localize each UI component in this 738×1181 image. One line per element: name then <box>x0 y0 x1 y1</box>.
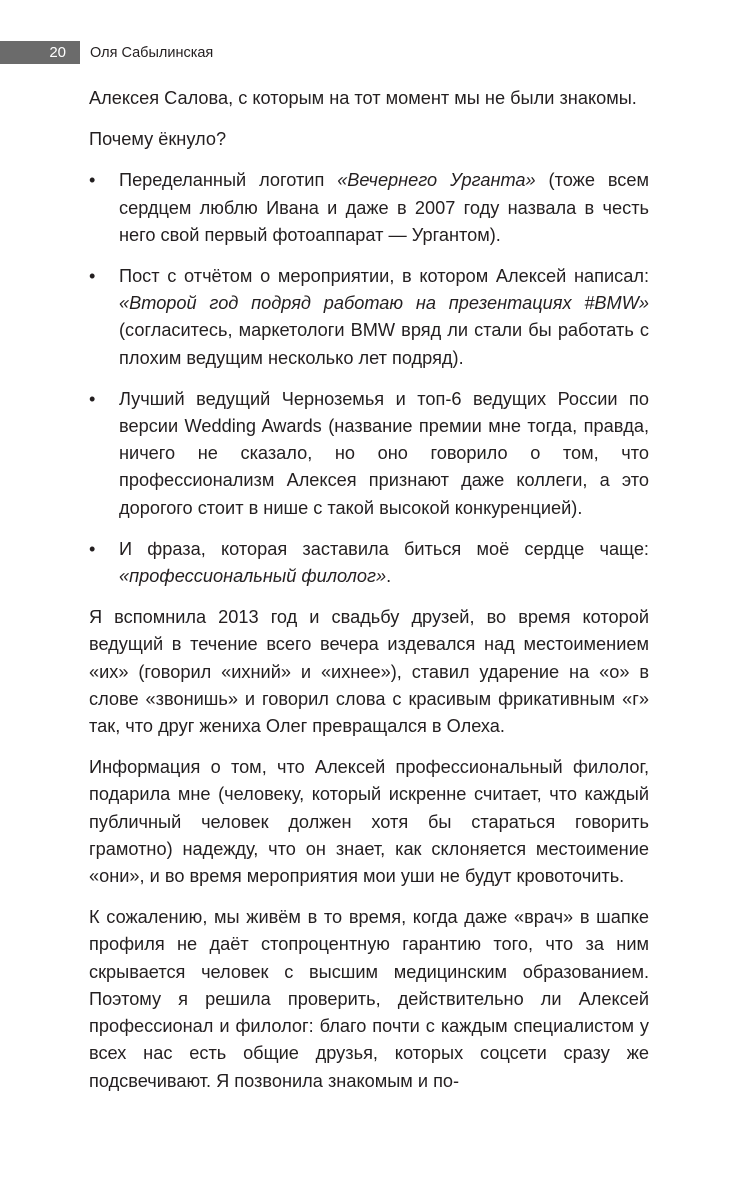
page-body <box>89 85 649 1109</box>
list-item <box>89 167 649 249</box>
page-number: 20 <box>0 41 80 64</box>
list-item <box>89 263 649 372</box>
list-item-text: Лучший ведущий Черноземья и топ-6 ведущих России по версии Wedding Awards (название премии мне тогда, правда, ничего не сказало, но оно говорило о том, что профессионализм Алексея признают даже коллеги, а это дорогого стоит в нише с такой высокой конкуренцией). <box>119 388 649 518</box>
list-item-text: (тоже всем сердцем люблю Ивана и даже в 2007 году назвала в честь него свой первый фотоаппарат — Ургантом). <box>119 170 649 245</box>
running-title: Оля Сабылинская <box>90 44 214 61</box>
paragraph-question: Почему ёкнуло? <box>89 129 227 150</box>
paragraph-wedding-memory: Я вспомнила 2013 год и свадьбу друзей, во время которой ведущий в течение всего вечера издевался над местоимением «их» (говорил «ихний» и «ихнее»), ставил ударение на «о» в слове «звонишь» и говорил слова с красивым фрикативным «г» так, что друг жениха Олег превращался в Олеха. <box>89 607 649 737</box>
list-item-text: Переделанный логотип <box>119 170 338 191</box>
bullet-icon: • <box>89 538 96 559</box>
reasons-list <box>89 167 649 590</box>
list-item <box>89 536 649 590</box>
running-header <box>0 41 213 64</box>
list-item-text: И фраза, которая заставила биться моё сердце чаще: <box>119 538 649 559</box>
paragraph-continued: Алексея Салова, с которым на тот момент мы не были знакомы. <box>89 88 637 108</box>
bullet-icon: • <box>89 266 96 287</box>
list-item <box>89 386 649 522</box>
list-item-quote: «Вечернего Урганта» <box>337 170 536 191</box>
bullet-icon: • <box>89 388 96 409</box>
list-item-text: Пост с отчётом о мероприятии, в котором Алексей написал: <box>119 266 649 287</box>
list-item-quote: «профессиональный филолог» <box>119 566 387 587</box>
bullet-icon: • <box>89 170 96 191</box>
paragraph-verification: К сожалению, мы живём в то время, когда даже «врач» в шапке профиля не даёт стопроцентную гарантию того, что за ним скрывается человек с высшим медицинским образованием. Поэтому я решила проверить, действительно ли Алексей профессионал и филолог: благо почти с каждым специалистом у всех нас есть общие друзья, которых соцсети сразу же подсвечивают. Я позвонила знакомым и по- <box>89 907 649 1091</box>
paragraph-philologist: Информация о том, что Алексей профессиональный филолог, подарила мне (человеку, который искренне считает, что каждый публичный человек должен хотя бы стараться говорить грамотно) надежду, что он знает, как склоняется местоимение «они», и во время мероприятия мои уши не будут кровоточить. <box>89 757 649 887</box>
list-item-text: (согласитесь, маркетологи BMW вряд ли стали бы работать с плохим ведущим несколько лет подряд). <box>119 320 649 368</box>
list-item-text: . <box>386 566 392 587</box>
list-item-quote: «Второй год подряд работаю на презентациях #BMW» <box>119 293 649 314</box>
